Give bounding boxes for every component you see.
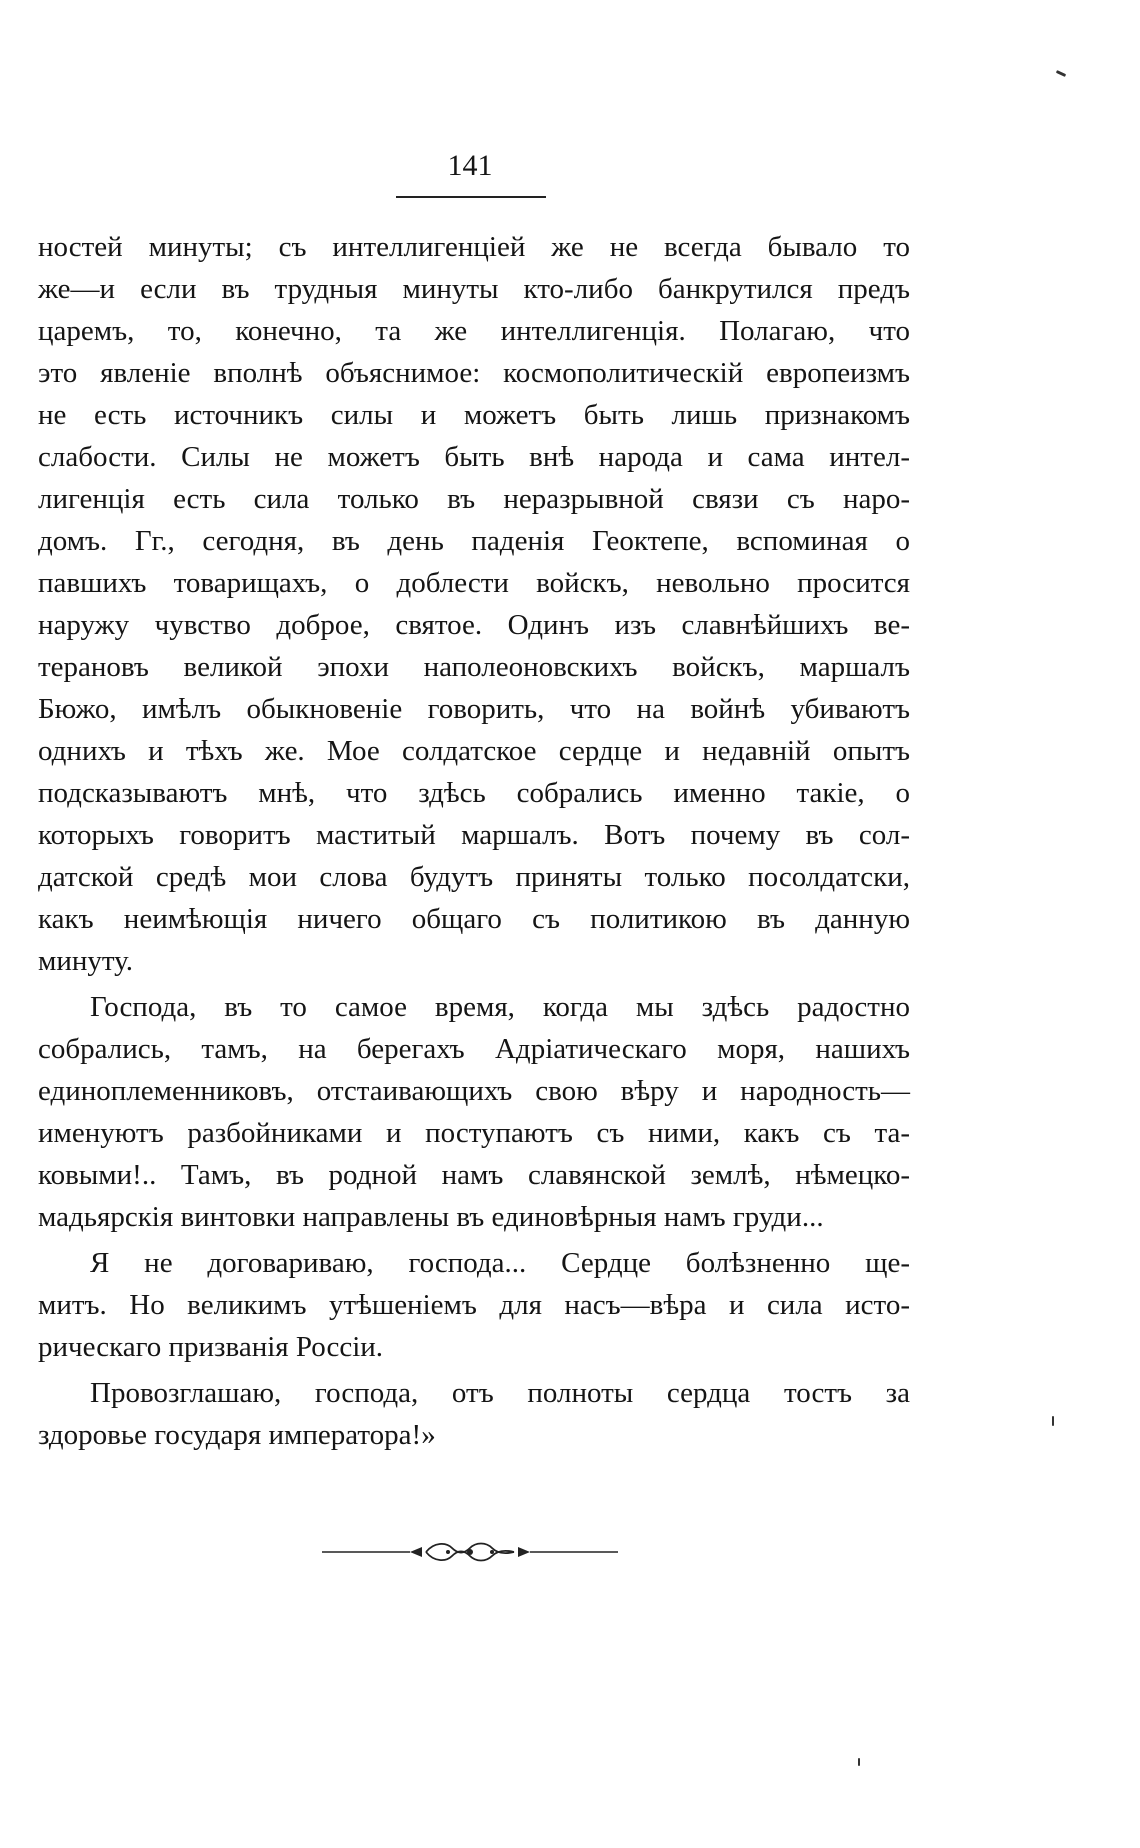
page-speck bbox=[1056, 70, 1066, 77]
text-line: же—и если въ трудныя минуты кто-либо банкрутился предъ bbox=[38, 273, 910, 305]
text-line: ковыми!.. Тамъ, въ родной намъ славянской землѣ, нѣмецко- bbox=[38, 1159, 910, 1191]
text-line: какъ неимѣющія ничего общаго съ политикою въ данную bbox=[38, 903, 910, 935]
text-line: именуютъ разбойниками и поступаютъ съ ними, какъ съ та- bbox=[38, 1117, 910, 1149]
paragraph bbox=[38, 986, 910, 1238]
page-number: 141 bbox=[447, 149, 493, 182]
text-line: Провозглашаю, господа, отъ полноты сердца тостъ за bbox=[90, 1377, 910, 1409]
text-line: единоплеменниковъ, отстаивающихъ свою вѣру и народность— bbox=[38, 1075, 910, 1107]
text-line: домъ. Гг., сегодня, въ день паденія Геоктепе, вспоминая о bbox=[38, 525, 910, 557]
page-speck bbox=[1052, 1416, 1054, 1426]
paragraph bbox=[38, 226, 910, 982]
flourish-ornament-icon bbox=[322, 1540, 618, 1564]
text-line: здоровье государя императора!» bbox=[38, 1419, 436, 1451]
text-line: это явленіе вполнѣ объяснимое: космополитическій европеизмъ bbox=[38, 357, 910, 389]
text-line: мадьярскія винтовки направлены въ единовѣрныя намъ груди... bbox=[38, 1201, 824, 1233]
page-speck bbox=[858, 1758, 860, 1766]
text-line: терановъ великой эпохи наполеоновскихъ войскъ, маршалъ bbox=[38, 651, 910, 683]
paragraph bbox=[38, 1372, 910, 1456]
text-line: Я не договариваю, господа... Сердце болѣзненно ще- bbox=[90, 1247, 910, 1279]
text-line: ностей минуты; съ интеллигенціей же не всегда бывало то bbox=[38, 231, 910, 263]
text-line: павшихъ товарищахъ, о доблести войскъ, невольно просится bbox=[38, 567, 910, 599]
text-line: митъ. Но великимъ утѣшеніемъ для насъ—вѣра и сила исто- bbox=[38, 1289, 910, 1321]
text-line: Бюжо, имѣлъ обыкновеніе говорить, что на войнѣ убиваютъ bbox=[38, 693, 910, 725]
text-line: датской средѣ мои слова будутъ приняты только посолдатски, bbox=[38, 861, 910, 893]
text-line: слабости. Силы не можетъ быть внѣ народа и сама интел- bbox=[38, 441, 910, 473]
text-line: лигенція есть сила только въ неразрывной связи съ наро- bbox=[38, 483, 910, 515]
text-block bbox=[38, 226, 910, 1456]
text-line: однихъ и тѣхъ же. Мое солдатское сердце и недавній опытъ bbox=[38, 735, 910, 767]
text-line: собрались, тамъ, на берегахъ Адріатическаго моря, нашихъ bbox=[38, 1033, 910, 1065]
text-line: подсказываютъ мнѣ, что здѣсь собрались именно такіе, о bbox=[38, 777, 910, 809]
text-line: наружу чувство доброе, святое. Одинъ изъ славнѣйшихъ ве- bbox=[38, 609, 910, 641]
text-line: не есть источникъ силы и можетъ быть лишь признакомъ bbox=[38, 399, 910, 431]
text-line: минуту. bbox=[38, 945, 134, 977]
text-line: рическаго призванія Россіи. bbox=[38, 1331, 384, 1363]
page-number-rule bbox=[396, 196, 546, 198]
text-line: которыхъ говоритъ маститый маршалъ. Вотъ почему въ сол- bbox=[38, 819, 910, 851]
text-line: Господа, въ то самое время, когда мы здѣсь радостно bbox=[90, 991, 910, 1023]
paragraph bbox=[38, 1242, 910, 1368]
text-line: царемъ, то, конечно, та же интеллигенція. Полагаю, что bbox=[38, 315, 910, 347]
